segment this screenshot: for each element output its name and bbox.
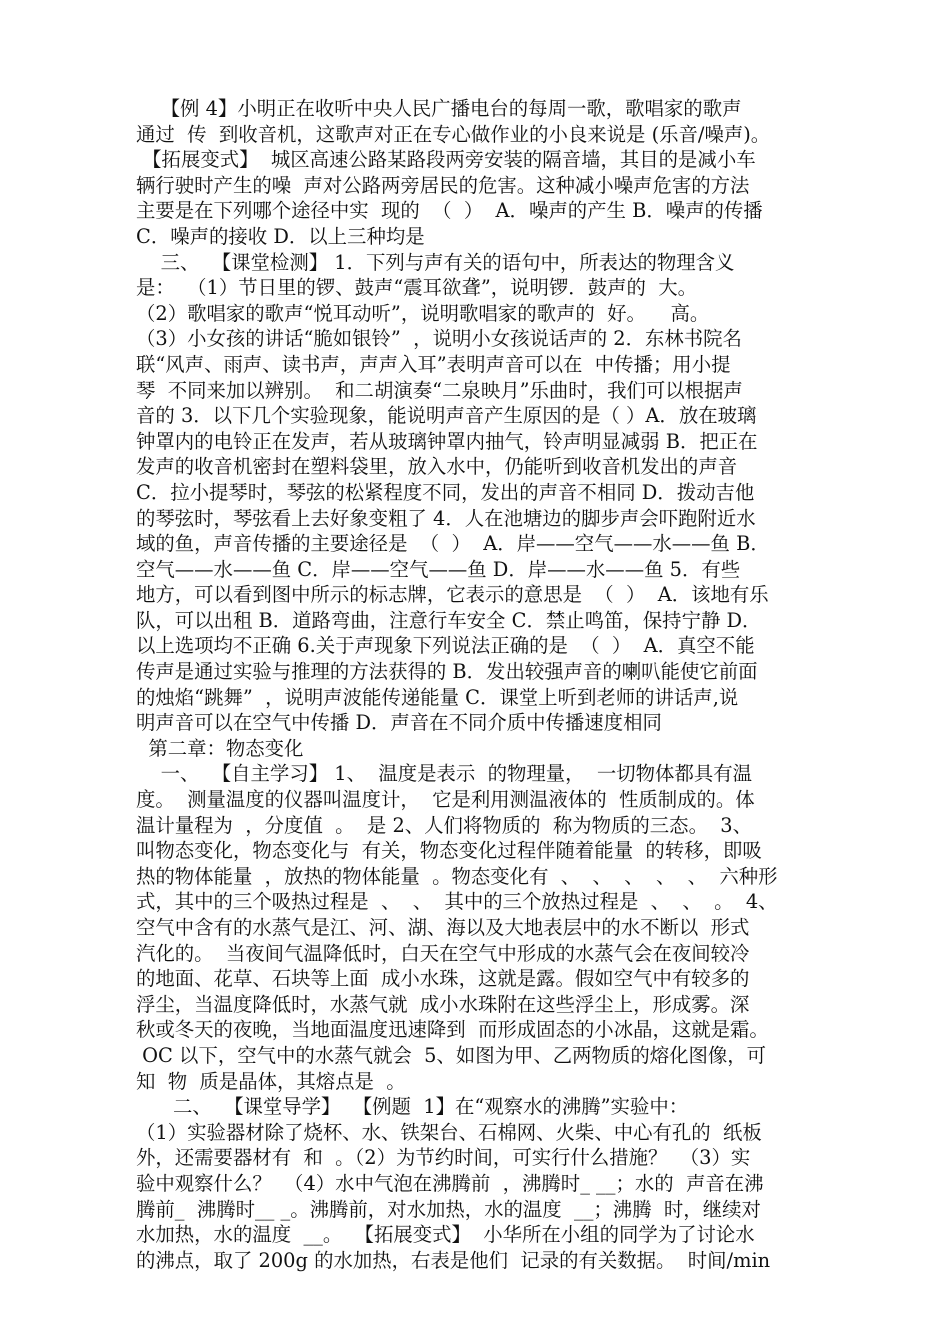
text-line: 空气——水——鱼 C．岸——空气——鱼 D．岸——水——鱼 5．有些 xyxy=(136,557,741,581)
text-line: （2）歌唱家的歌声“悦耳动听”，说明歌唱家的歌声的 好。 高。 xyxy=(136,301,710,325)
text-line: 【拓展变式】 城区高速公路某路段两旁安装的隔音墙，其目的是减小车 xyxy=(136,148,756,172)
text-line: 明声音可以在空气中传播 D．声音在不同介质中传播速度相同 xyxy=(136,711,662,735)
document-page xyxy=(136,96,876,1273)
text-line: 第二章：物态变化 xyxy=(136,736,304,760)
text-line: 度。 测量温度的仪器叫温度计， 它是利用测温液体的 性质制成的。体 xyxy=(136,788,755,812)
text-line: 发声的收音机密封在塑料袋里，放入水中，仍能听到收音机发出的声音 xyxy=(136,455,738,479)
text-line: 地方，可以看到图中所示的标志牌，它表示的意思是 （ ） A．该地有乐 xyxy=(136,583,769,607)
text-line: 以上选项均不正确 6.关于声现象下列说法正确的是 （ ） A．真空不能 xyxy=(136,634,755,658)
text-line: 外，还需要器材有 和 。（2）为节约时间，可实行什么措施？ （3）实 xyxy=(136,1146,751,1170)
text-line: 汽化的。 当夜间气温降低时，白天在空气中形成的水蒸气会在夜间较冷 xyxy=(136,941,750,965)
text-line: C．噪声的接收 D．以上三种均是 xyxy=(136,224,425,248)
text-line: 联“风声、雨声、读书声，声声入耳”表明声音可以在 中传播；用小提 xyxy=(136,352,731,376)
text-line: 验中观察什么？ （4）水中气泡在沸腾前 ，沸腾时_ __；水的 声音在沸 xyxy=(136,1171,764,1195)
text-line: 叫物态变化，物态变化与 有关，物态变化过程伴随着能量 的转移，即吸 xyxy=(136,839,762,863)
text-line: 的烛焰“跳舞” ，说明声波能传递能量 C．课堂上听到老师的讲话声,说 xyxy=(136,685,739,709)
text-line: 一、 【自主学习】 1、 温度是表示 的物理量， 一切物体都具有温 xyxy=(136,762,753,786)
text-line: （1）实验器材除了烧杯、水、铁架台、石棉网、火柴、中心有孔的 纸板 xyxy=(136,1120,762,1144)
text-line: 传声是通过实验与推理的方法获得的 B．发出较强声音的喇叭能使它前面 xyxy=(136,660,758,684)
text-line: 音的 3．以下几个实验现象，能说明声音产生原因的是（ ）A．放在玻璃 xyxy=(136,404,757,428)
text-line: 辆行驶时产生的噪 声对公路两旁居民的危害。这种减小噪声危害的方法 xyxy=(136,173,750,197)
text-line: 浮尘，当温度降低时，水蒸气就 成小水珠附在这些浮尘上，形成雾。深 xyxy=(136,992,750,1016)
text-line: 三、 【课堂检测】 1．下列与声有关的语句中，所表达的物理含义 xyxy=(136,250,735,274)
text-line: 温计量程为 ，分度值 。 是 2、人们将物质的 称为物质的三态。 3、 xyxy=(136,813,753,837)
text-line: 队，可以出租 B．道路弯曲，注意行车安全 C．禁止鸣笛，保持宁静 D． xyxy=(136,608,762,632)
text-line: 琴 不同来加以辨别。 和二胡演奏“二泉映月”乐曲时，我们可以根据声 xyxy=(136,378,743,402)
text-line: 的地面、花草、石块等上面 成小水珠，这就是露。假如空气中有较多的 xyxy=(136,967,750,991)
text-line: 秋或冬天的夜晚，当地面温度迅速降到 而形成固态的小冰晶，这就是霜。 xyxy=(136,1018,769,1042)
text-line: 腾前_ 沸腾时__ _。沸腾前，对水加热，水的温度 __；沸腾 时，继续对 xyxy=(136,1197,761,1221)
text-line: 钟罩内的电铃正在发声，若从玻璃钟罩内抽气，铃声明显减弱 B．把正在 xyxy=(136,429,758,453)
text-line: 空气中含有的水蒸气是江、河、湖、海以及大地表层中的水不断以 形式 xyxy=(136,916,750,939)
text-line: 知 物 质是晶体，其熔点是 。 xyxy=(136,1069,406,1093)
text-line: 式，其中的三个吸热过程是 、 、 其中的三个放热过程是 、 、 。 4、 xyxy=(136,890,778,914)
text-line: 二、 【课堂导学】 【例题 1】在“观察水的沸腾”实验中： xyxy=(136,1095,689,1119)
text-line: 的琴弦时，琴弦看上去好象变粗了 4．人在池塘边的脚步声会吓跑附近水 xyxy=(136,506,756,530)
text-line: C．拉小提琴时，琴弦的松紧程度不同，发出的声音不相同 D．拨动吉他 xyxy=(136,480,755,504)
text-line: 【例 4】小明正在收听中央人民广播电台的每周一歌，歌唱家的歌声 xyxy=(136,97,742,120)
text-line: OC 以下，空气中的水蒸气就会 5、如图为甲、乙两物质的熔化图像，可 xyxy=(136,1043,767,1067)
text-line: 水加热，水的温度 __。 【拓展变式】 小华所在小组的同学为了讨论水 xyxy=(136,1223,755,1247)
text-line: 热的物体能量 ，放热的物体能量 。物态变化有 、 、 、 、 、 六种形 xyxy=(136,864,778,888)
text-line: 是： （1）节日里的锣、鼓声“震耳欲聋”，说明锣．鼓声的 大。 xyxy=(136,276,697,300)
text-line: 域的鱼，声音传播的主要途径是 （ ） A．岸——空气——水——鱼 B． xyxy=(136,532,770,556)
text-line: 通过 传 到收音机，这歌声对正在专心做作业的小良来说是 (乐音/噪声)。 xyxy=(136,122,771,146)
text-line: 主要是在下列哪个途径中实 现的 （ ） A．噪声的产生 B．噪声的传播 xyxy=(136,199,763,223)
text-line: （3）小女孩的讲话“脆如银铃” ，说明小女孩说话声的 2．东林书院名 xyxy=(136,327,742,351)
text-line: 的沸点，取了 200g 的水加热，右表是他们 记录的有关数据。 时间/min xyxy=(136,1248,771,1272)
